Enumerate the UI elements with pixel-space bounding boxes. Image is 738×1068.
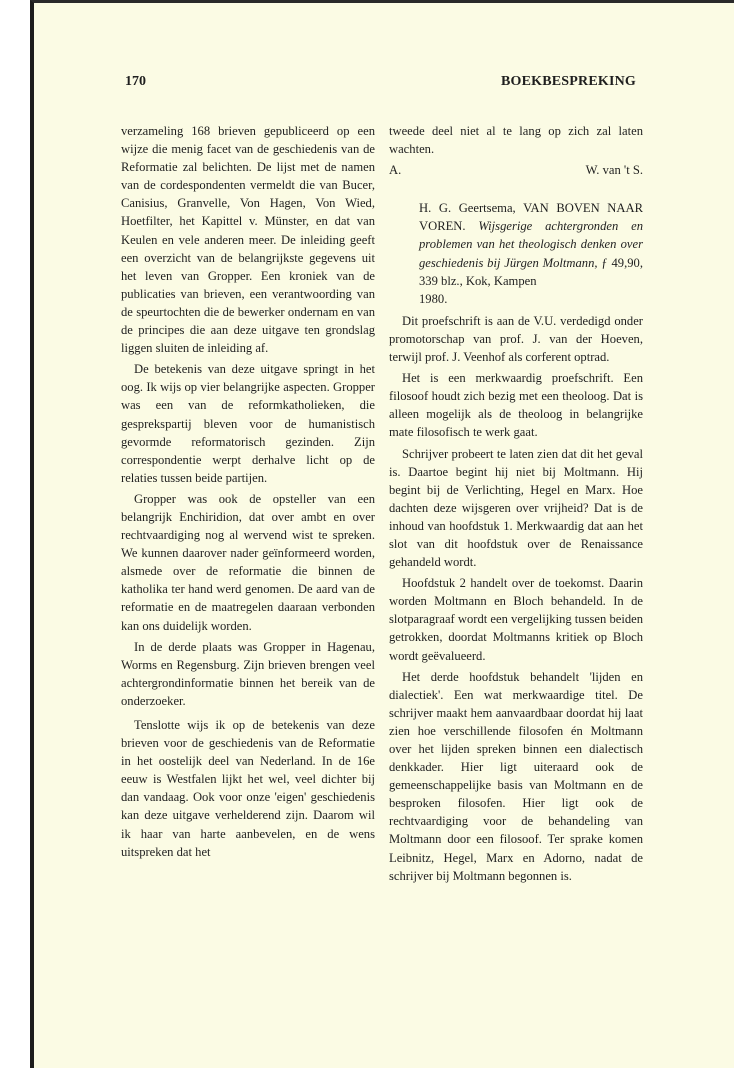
right-column (389, 122, 643, 888)
paragraph: Het derde hoofdstuk behandelt 'lijden en dialectiek'. Een wat merkwaardige titel. De schrijver maakt hem aanvaardbaar doordat hij laat zien hoe verschillende filosofen én Moltmann over het lijden spreken binnen een dialectisch denkkader. Hier ligt uiteraard ook de gemeenschappelijke basis van Moltmann en de besproken filosofen. Hier ligt ook de rechtvaardiging voor de behandeling van Moltmann door een filosoof. Ter sprake komen Leibnitz, Hegel, Marx en Adorno, nadat de schrijver bij Moltmann begonnen is. (389, 669, 643, 883)
book-page (30, 0, 734, 1068)
paragraph: verzameling 168 brieven gepubliceerd op een wijze die menig facet van de geschiedenis van de Reformatie zal belichten. De lijst met de namen van de cordespondenten vermeldt die van Bucer, Canisius, Granvelle, Von Hagen, Von Wied, Hoetfilter, het Kapittel v. Münster, en dat van Keulen en vele anderen meer. De inleiding geeft een overzicht van de belangrijkste gegevens uit het leven van Gropper. Een kroniek van de publicaties van brieven, een verantwoording van de speurtochten die de bewerker ondernam en van de principes die aan deze uitgave ten grondslag liggen sluiten de inleiding af. (121, 124, 375, 356)
paragraph: In de derde plaats was Gropper in Hagenau, Worms en Regensburg. Zijn brieven brengen veel achtergrondinformatie binnen het bereik van de onderzoeker. (121, 639, 375, 708)
paragraph: Dit proefschrift is aan de V.U. verdedigd onder promotorschap van prof. J. van der Hoeven, terwijl prof. J. Veenhof als corferent optrad. (389, 313, 643, 365)
page-number: 170 (125, 74, 146, 89)
book-reference (419, 199, 643, 308)
review-signature (389, 161, 643, 179)
book-author-title: H. G. Geertsema, VAN BOVEN NAAR VOREN. (419, 201, 643, 234)
running-title: BOEKBESPREKING (500, 74, 636, 89)
paragraph: Tenslotte wijs ik op de betekenis van deze brieven voor de geschiedenis van de Reformatie in het oostelijk deel van Nederland. In de 16e eeuw is Westfalen lijkt het wel, veel dichter bij dan vandaag. Ook voor onze 'eigen' geschiedenis kan deze uitgave verhelderend zijn. Daarom wil ik haar van harte aanbevelen, en de wens uitspreken dat het (121, 718, 375, 859)
page-header (34, 74, 734, 94)
book-subtitle: Wijsgerige achtergronden en problemen van het theologisch denken over geschiedenis bij Jürgen Moltmann, (419, 219, 644, 270)
paragraph: De betekenis van deze uitgave springt in het oog. Ik wijs op vier belangrijke aspecten. Gropper was een van de reformkatholieken, die gesprekspartij bleven voor de humanistisch gevormde reformatorisch gezinden. Zijn correspondentie werpt derhalve licht op de relaties tussen beide partijen. (121, 362, 375, 485)
paragraph: Gropper was ook de opsteller van een belangrijk Enchiridion, dat over ambt en over rechtvaardiging nog al wervend wist te spreken. We kunnen daarover nader geïnformeerd worden, alsmede over de reformatie die binnen de katholika ter hand werd genomen. De aard van de reformatie en de maatregelen daaraan verbonden kan ons duidelijk worden. (121, 491, 375, 633)
paragraph: tweede deel niet al te lang op zich zal laten wachten. (389, 124, 643, 157)
signature-author: W. van 't S. (585, 163, 643, 178)
book-year: 1980. (419, 291, 448, 306)
paragraph: Schrijver probeert te laten zien dat dit het geval is. Daartoe begint hij niet bij Moltmann. Hij begint bij de Verlichting, Hegel en Marx. Hoe dachten deze wijsgeren over vrijheid? Dat is de inhoud van hoofdstuk 1. Merkwaardig dat aan het slot van dit hoofdstuk over de Renaissance gehandeld wordt. (389, 446, 643, 570)
book-publication: ƒ 49,90, 339 blz., Kok, Kampen (419, 255, 643, 288)
paragraph: Hoofdstuk 2 handelt over de toekomst. Daarin worden Moltmann en Bloch behandeld. In de slotparagraaf wordt een vergelijking tussen beiden getrokken, doordat Moltmanns kritiek op Bloch wordt geëvalueerd. (389, 576, 644, 663)
paragraph: Het is een merkwaardig proefschrift. Een filosoof houdt zich bezig met een theoloog. Dat is alleen mogelijk als de theoloog in belangrijke mate filosofisch te werk gaat. (389, 371, 643, 440)
signature-initial: A. (389, 163, 402, 178)
left-column (121, 122, 375, 864)
